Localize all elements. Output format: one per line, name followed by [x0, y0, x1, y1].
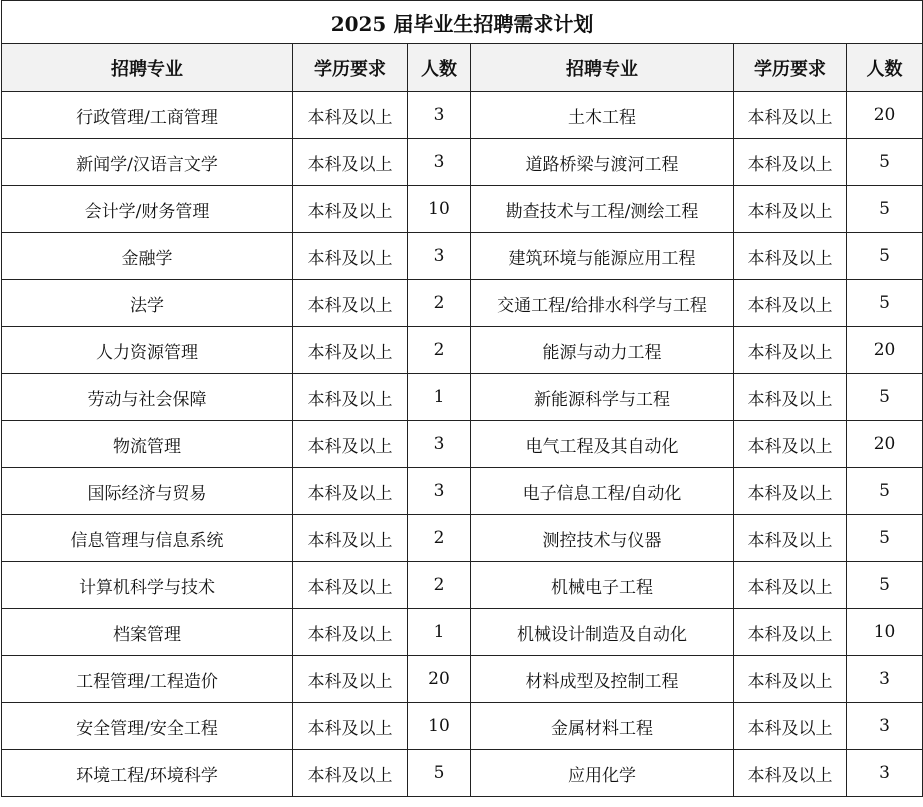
education-cell-left: 本科及以上 [293, 280, 408, 327]
education-cell-left: 本科及以上 [293, 233, 408, 280]
major-cell-right: 能源与动力工程 [471, 327, 734, 374]
major-cell-left: 法学 [2, 280, 293, 327]
major-cell-right: 勘查技术与工程/测绘工程 [471, 186, 734, 233]
major-cell-right: 机械设计制造及自动化 [471, 609, 734, 656]
major-cell-right: 测控技术与仪器 [471, 515, 734, 562]
education-cell-left: 本科及以上 [293, 421, 408, 468]
count-cell-right: 5 [847, 515, 923, 562]
major-cell-right: 材料成型及控制工程 [471, 656, 734, 703]
count-cell-left: 20 [408, 656, 471, 703]
count-cell-left: 2 [408, 280, 471, 327]
table-row [2, 468, 923, 515]
education-cell-right: 本科及以上 [734, 609, 847, 656]
major-cell-right: 新能源科学与工程 [471, 374, 734, 421]
table-row [2, 562, 923, 609]
count-cell-right: 3 [847, 703, 923, 750]
count-cell-right: 5 [847, 233, 923, 280]
table-title: 2025 届毕业生招聘需求计划 [2, 1, 923, 44]
count-cell-left: 3 [408, 468, 471, 515]
header-major-left: 招聘专业 [2, 44, 293, 92]
count-cell-right: 5 [847, 374, 923, 421]
education-cell-left: 本科及以上 [293, 186, 408, 233]
education-cell-left: 本科及以上 [293, 327, 408, 374]
education-cell-right: 本科及以上 [734, 327, 847, 374]
education-cell-right: 本科及以上 [734, 562, 847, 609]
header-major-right: 招聘专业 [471, 44, 734, 92]
count-cell-left: 2 [408, 562, 471, 609]
count-cell-right: 5 [847, 186, 923, 233]
count-cell-left: 10 [408, 186, 471, 233]
education-cell-right: 本科及以上 [734, 421, 847, 468]
education-cell-left: 本科及以上 [293, 750, 408, 797]
education-cell-left: 本科及以上 [293, 609, 408, 656]
education-cell-right: 本科及以上 [734, 186, 847, 233]
education-cell-right: 本科及以上 [734, 374, 847, 421]
count-cell-left: 3 [408, 421, 471, 468]
header-count-left: 人数 [408, 44, 471, 92]
header-education-left: 学历要求 [293, 44, 408, 92]
table-row [2, 703, 923, 750]
major-cell-left: 环境工程/环境科学 [2, 750, 293, 797]
education-cell-left: 本科及以上 [293, 374, 408, 421]
count-cell-right: 5 [847, 468, 923, 515]
major-cell-right: 应用化学 [471, 750, 734, 797]
education-cell-right: 本科及以上 [734, 515, 847, 562]
education-cell-left: 本科及以上 [293, 468, 408, 515]
header-count-right: 人数 [847, 44, 923, 92]
count-cell-right: 10 [847, 609, 923, 656]
count-cell-right: 20 [847, 421, 923, 468]
count-cell-right: 3 [847, 750, 923, 797]
table-row [2, 139, 923, 186]
header-education-right: 学历要求 [734, 44, 847, 92]
table-row [2, 515, 923, 562]
major-cell-left: 安全管理/安全工程 [2, 703, 293, 750]
major-cell-left: 工程管理/工程造价 [2, 656, 293, 703]
education-cell-left: 本科及以上 [293, 703, 408, 750]
major-cell-right: 电气工程及其自动化 [471, 421, 734, 468]
major-cell-left: 劳动与社会保障 [2, 374, 293, 421]
table-row [2, 374, 923, 421]
education-cell-right: 本科及以上 [734, 656, 847, 703]
count-cell-right: 5 [847, 280, 923, 327]
major-cell-right: 交通工程/给排水科学与工程 [471, 280, 734, 327]
education-cell-left: 本科及以上 [293, 139, 408, 186]
count-cell-left: 1 [408, 609, 471, 656]
major-cell-left: 行政管理/工商管理 [2, 92, 293, 139]
count-cell-left: 10 [408, 703, 471, 750]
table-row [2, 92, 923, 139]
count-cell-right: 5 [847, 562, 923, 609]
major-cell-left: 计算机科学与技术 [2, 562, 293, 609]
recruitment-plan-table [1, 0, 923, 797]
education-cell-right: 本科及以上 [734, 280, 847, 327]
count-cell-left: 5 [408, 750, 471, 797]
count-cell-left: 3 [408, 92, 471, 139]
table-row [2, 280, 923, 327]
major-cell-left: 档案管理 [2, 609, 293, 656]
major-cell-right: 电子信息工程/自动化 [471, 468, 734, 515]
count-cell-left: 2 [408, 515, 471, 562]
education-cell-right: 本科及以上 [734, 92, 847, 139]
education-cell-right: 本科及以上 [734, 139, 847, 186]
major-cell-right: 道路桥梁与渡河工程 [471, 139, 734, 186]
major-cell-right: 建筑环境与能源应用工程 [471, 233, 734, 280]
education-cell-right: 本科及以上 [734, 468, 847, 515]
count-cell-left: 3 [408, 139, 471, 186]
major-cell-right: 土木工程 [471, 92, 734, 139]
education-cell-right: 本科及以上 [734, 750, 847, 797]
count-cell-left: 1 [408, 374, 471, 421]
table-row [2, 186, 923, 233]
count-cell-left: 2 [408, 327, 471, 374]
count-cell-right: 5 [847, 139, 923, 186]
table-row [2, 609, 923, 656]
major-cell-left: 物流管理 [2, 421, 293, 468]
education-cell-left: 本科及以上 [293, 562, 408, 609]
table-row [2, 233, 923, 280]
major-cell-left: 人力资源管理 [2, 327, 293, 374]
count-cell-right: 3 [847, 656, 923, 703]
header-row [2, 44, 923, 92]
education-cell-left: 本科及以上 [293, 515, 408, 562]
education-cell-right: 本科及以上 [734, 233, 847, 280]
major-cell-left: 国际经济与贸易 [2, 468, 293, 515]
count-cell-right: 20 [847, 327, 923, 374]
table-row [2, 750, 923, 797]
education-cell-right: 本科及以上 [734, 703, 847, 750]
table-row [2, 327, 923, 374]
education-cell-left: 本科及以上 [293, 656, 408, 703]
major-cell-left: 会计学/财务管理 [2, 186, 293, 233]
table-row [2, 421, 923, 468]
table-row [2, 656, 923, 703]
major-cell-left: 信息管理与信息系统 [2, 515, 293, 562]
count-cell-right: 20 [847, 92, 923, 139]
major-cell-right: 机械电子工程 [471, 562, 734, 609]
major-cell-left: 金融学 [2, 233, 293, 280]
count-cell-left: 3 [408, 233, 471, 280]
major-cell-left: 新闻学/汉语言文学 [2, 139, 293, 186]
title-row [2, 1, 923, 44]
education-cell-left: 本科及以上 [293, 92, 408, 139]
major-cell-right: 金属材料工程 [471, 703, 734, 750]
